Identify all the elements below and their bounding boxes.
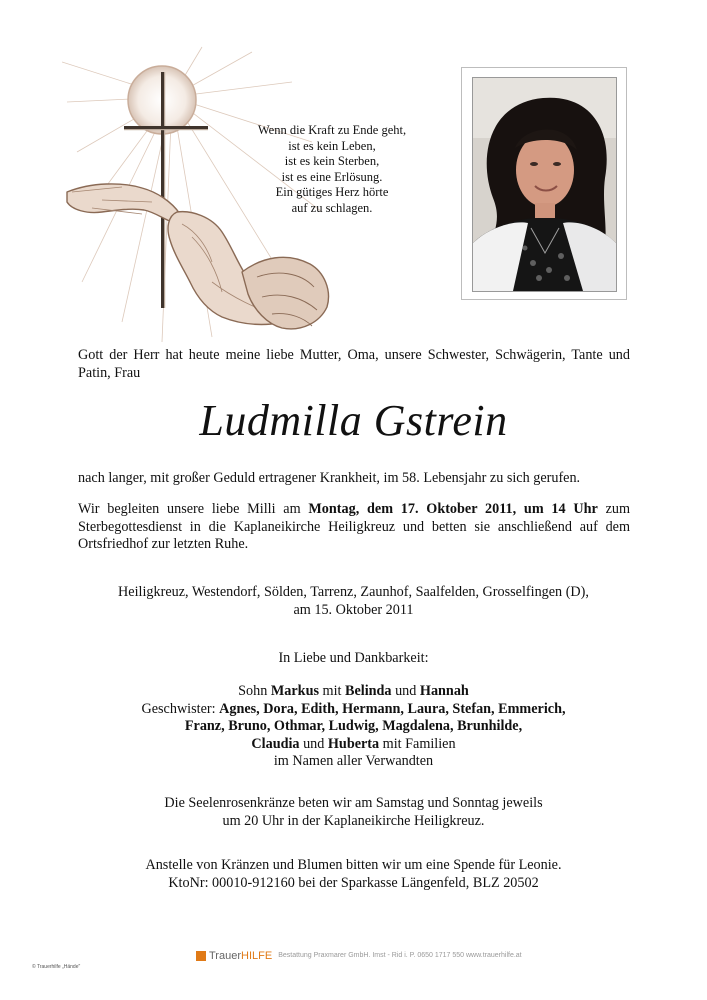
rosary-line: Die Seelenrosenkränze beten wir am Samstag und Sonntag jeweils — [164, 795, 543, 811]
service-text-before: Wir begleiten unsere liebe Milli am — [78, 501, 309, 517]
son-label: Sohn — [238, 683, 271, 699]
donation-line: Anstelle von Kränzen und Blumen bitten wir um eine Spende für Leonie. — [145, 857, 562, 873]
family-line-siblings — [60, 701, 647, 719]
poem-line: ist es kein Sterben, — [284, 154, 380, 168]
with-families-text: mit Familien — [379, 735, 456, 752]
death-notice-text: nach langer, mit großer Geduld ertragener Krankheit, im 58. Lebensjahr zu sich gerufen. — [78, 470, 581, 486]
logo-text-trauer: Trauer — [209, 950, 241, 962]
family-line-siblings-2 — [60, 718, 647, 736]
sibling-huberta: Huberta — [327, 735, 380, 752]
deceased-name: Ludmilla Gstrein — [199, 396, 508, 445]
places-and-date — [60, 584, 647, 619]
service-text-after: zum Sterbegottesdienst in die Kaplaneikirche Heiligkreuz und betten sie anschließend auf dem Ortsfriedhof zur letzten Ruhe. — [78, 501, 630, 552]
partner-name: Belinda — [345, 683, 392, 699]
bank-account-line: KtoNr: 00010-912160 bei der Sparkasse Längenfeld, BLZ 20502 — [168, 874, 539, 891]
gratitude-heading — [60, 650, 647, 668]
grandchild-name: Hannah — [419, 683, 469, 699]
siblings-names-1: Agnes, Dora, Edith, Hermann, Laura, Stefan, Emmerich, — [219, 700, 566, 717]
relatives-line: im Namen aller Verwandten — [273, 753, 434, 769]
photo-frame — [461, 67, 627, 300]
poem-line: auf zu schlagen. — [291, 200, 373, 215]
funeral-service-text — [78, 501, 630, 554]
family-list — [60, 683, 647, 771]
and-text: und — [299, 735, 328, 752]
family-line-siblings-3 — [60, 736, 647, 754]
and-text: und — [391, 683, 420, 699]
with-text: mit — [318, 683, 345, 699]
siblings-names-2: Franz, Bruno, Othmar, Ludwig, Magdalena, Brunhilde, — [184, 718, 523, 734]
intro-text: Gott der Herr hat heute meine liebe Mutter, Oma, unsere Schwester, Schwägerin, Tante und Patin, Frau — [78, 347, 630, 381]
family-line-son — [60, 683, 647, 701]
poem-line: ist es eine Erlösung. — [281, 169, 383, 184]
portrait-photo — [472, 77, 617, 292]
poem — [232, 123, 432, 216]
date-line: am 15. Oktober 2011 — [293, 601, 414, 618]
sibling-claudia: Claudia — [251, 735, 300, 752]
siblings-label: Geschwister: — [141, 700, 220, 717]
rosary-notice — [60, 795, 647, 830]
poem-line: ist es kein Leben, — [288, 138, 376, 153]
footer-imprint — [196, 949, 522, 963]
poem-line: Wenn die Kraft zu Ende geht, — [257, 123, 407, 137]
son-name: Markus — [270, 683, 319, 699]
donation-notice — [60, 857, 647, 892]
places-line: Heiligkreuz, Westendorf, Sölden, Tarrenz, Zaunhof, Saalfelden, Grosselfingen (D), — [118, 584, 589, 600]
rosary-line: um 20 Uhr in der Kaplaneikirche Heiligkreuz. — [222, 812, 485, 829]
logo-text-hilfe: HILFE — [241, 950, 273, 962]
gratitude-text: In Liebe und Dankbarkeit: — [278, 650, 429, 666]
footer-text: Bestattung Praxmarer GmbH. Imst - Rid i. P. 0650 1717 550 www.trauerhilfe.at — [278, 952, 522, 959]
service-date: Montag, dem 17. Oktober 2011, um 14 Uhr — [308, 501, 598, 517]
copyright-note: © Trauerhilfe „Hände" — [32, 964, 81, 970]
trauerhilfe-logo-icon — [196, 951, 206, 961]
poem-line: Ein gütiges Herz hörte — [275, 185, 389, 199]
